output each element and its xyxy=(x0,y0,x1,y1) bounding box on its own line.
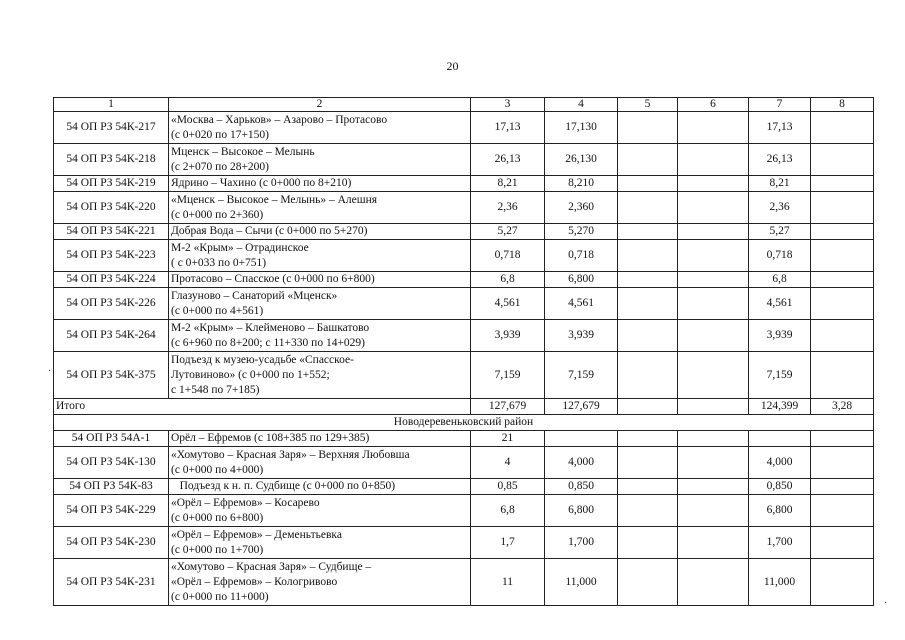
value-cell-c5 xyxy=(618,272,678,288)
total-value-c4: 127,679 xyxy=(545,399,618,415)
value-cell-c7: 0,850 xyxy=(749,479,811,495)
value-cell-c5 xyxy=(618,352,678,399)
value-cell-c4: 17,130 xyxy=(545,112,618,144)
value-cell-c3: 0,718 xyxy=(471,240,545,272)
road-code-cell: 54 ОП РЗ 54К-224 xyxy=(54,272,169,288)
value-cell-c4: 6,800 xyxy=(545,272,618,288)
road-register-table xyxy=(53,97,874,606)
table-row xyxy=(54,112,874,144)
road-code-cell: 54 ОП РЗ 54К-220 xyxy=(54,192,169,224)
table-row xyxy=(54,559,874,606)
value-cell-c8 xyxy=(811,272,874,288)
table-row xyxy=(54,176,874,192)
value-cell-c7: 1,700 xyxy=(749,527,811,559)
road-name-line: «Хомутово – Красная Заря» – Судбище – xyxy=(171,560,372,573)
road-code-cell: 54 ОП РЗ 54К-375 xyxy=(54,352,169,399)
table-row xyxy=(54,527,874,559)
road-name-cell xyxy=(169,527,471,559)
value-cell-c3: 3,939 xyxy=(471,320,545,352)
value-cell-c7: 6,8 xyxy=(749,272,811,288)
column-number-1: 1 xyxy=(54,98,169,112)
road-name-line: Ядрино – Чахино (с 0+000 по 8+210) xyxy=(171,177,352,189)
value-cell-c3: 0,85 xyxy=(471,479,545,495)
road-name-cell xyxy=(169,192,471,224)
road-name-line: «Москва – Харьков» – Азарово – Протасово xyxy=(171,113,388,126)
table-row xyxy=(54,192,874,224)
value-cell-c3: 21 xyxy=(471,431,545,447)
table-row xyxy=(54,288,874,320)
road-name-line: «Орёл – Ефремов» – Деменьтьевка xyxy=(171,528,342,541)
value-cell-c7: 0,718 xyxy=(749,240,811,272)
total-value-c8: 3,28 xyxy=(811,399,874,415)
value-cell-c8 xyxy=(811,112,874,144)
value-cell-c7: 26,13 xyxy=(749,144,811,176)
page-number: 20 xyxy=(446,59,459,73)
value-cell-c4: 7,159 xyxy=(545,352,618,399)
value-cell-c6 xyxy=(678,192,749,224)
road-code-cell: 54 ОП РЗ 54К-230 xyxy=(54,527,169,559)
value-cell-c6 xyxy=(678,144,749,176)
road-name-line: Подъезд к музею-усадьбе «Спасское- xyxy=(171,353,354,366)
value-cell-c5 xyxy=(618,240,678,272)
table-body xyxy=(54,98,874,606)
value-cell-c7: 11,000 xyxy=(749,559,811,606)
value-cell-c6 xyxy=(678,479,749,495)
value-cell-c4: 8,210 xyxy=(545,176,618,192)
value-cell-c7: 4,561 xyxy=(749,288,811,320)
road-code-cell: 54 ОП РЗ 54К-231 xyxy=(54,559,169,606)
value-cell-c7: 17,13 xyxy=(749,112,811,144)
value-cell-c5 xyxy=(618,431,678,447)
value-cell-c5 xyxy=(618,527,678,559)
road-name-line: Добрая Вода – Сычи (с 0+000 по 5+270) xyxy=(171,225,368,237)
road-name-line: Мценск – Высокое – Мелынь xyxy=(171,145,315,158)
value-cell-c8 xyxy=(811,176,874,192)
value-cell-c6 xyxy=(678,320,749,352)
table-row xyxy=(54,320,874,352)
value-cell-c4: 6,800 xyxy=(545,495,618,527)
road-name-line: Орёл – Ефремов (с 108+385 по 129+385) xyxy=(171,432,370,444)
table-row xyxy=(54,431,874,447)
road-name-line: (с 6+960 по 8+200; с 11+330 по 14+029) xyxy=(171,336,366,349)
road-name-line: ( с 0+033 по 0+751) xyxy=(171,256,267,269)
road-code-cell: 54 ОП РЗ 54К-218 xyxy=(54,144,169,176)
table-row xyxy=(54,240,874,272)
value-cell-c5 xyxy=(618,176,678,192)
road-name-cell xyxy=(169,495,471,527)
road-name-line: Протасово – Спасское (с 0+000 по 6+800) xyxy=(171,273,375,285)
value-cell-c4: 3,939 xyxy=(545,320,618,352)
value-cell-c4: 11,000 xyxy=(545,559,618,606)
value-cell-c5 xyxy=(618,288,678,320)
value-cell-c8 xyxy=(811,320,874,352)
value-cell-c3: 7,159 xyxy=(471,352,545,399)
value-cell-c4: 0,718 xyxy=(545,240,618,272)
value-cell-c4: 5,270 xyxy=(545,224,618,240)
value-cell-c8 xyxy=(811,447,874,479)
road-name-line: (с 2+070 по 28+200) xyxy=(171,160,270,173)
road-code-cell: 54 ОП РЗ 54К-264 xyxy=(54,320,169,352)
total-label: Итого xyxy=(54,399,471,415)
value-cell-c7: 2,36 xyxy=(749,192,811,224)
header-row xyxy=(54,98,874,112)
value-cell-c7: 6,800 xyxy=(749,495,811,527)
value-cell-c7: 4,000 xyxy=(749,447,811,479)
value-cell-c5 xyxy=(618,479,678,495)
road-name-line: «Мценск – Высокое – Мелынь» – Алешня xyxy=(171,193,378,206)
table-row xyxy=(54,352,874,399)
column-number-3: 3 xyxy=(471,98,545,112)
road-name-cell xyxy=(169,431,471,447)
road-name-cell xyxy=(169,240,471,272)
value-cell-c3: 11 xyxy=(471,559,545,606)
value-cell-c7: 8,21 xyxy=(749,176,811,192)
value-cell-c4: 4,561 xyxy=(545,288,618,320)
road-name-line: с 1+548 по 7+185) xyxy=(171,383,260,396)
road-code-cell: 54 ОП РЗ 54К-217 xyxy=(54,112,169,144)
value-cell-c8 xyxy=(811,479,874,495)
value-cell-c3: 4,561 xyxy=(471,288,545,320)
road-name-cell xyxy=(169,479,471,495)
value-cell-c6 xyxy=(678,240,749,272)
value-cell-c8 xyxy=(811,192,874,224)
table-row xyxy=(54,272,874,288)
value-cell-c8 xyxy=(811,352,874,399)
table-row xyxy=(54,479,874,495)
value-cell-c8 xyxy=(811,144,874,176)
road-name-cell xyxy=(169,447,471,479)
road-code-cell: 54 ОП РЗ 54К-219 xyxy=(54,176,169,192)
value-cell-c3: 5,27 xyxy=(471,224,545,240)
value-cell-c6 xyxy=(678,431,749,447)
total-row xyxy=(54,399,874,415)
total-value-c6 xyxy=(678,399,749,415)
road-name-line: М-2 «Крым» – Клейменово – Башкатово xyxy=(171,321,370,334)
value-cell-c8 xyxy=(811,431,874,447)
scan-speck: · xyxy=(884,598,888,609)
value-cell-c6 xyxy=(678,447,749,479)
road-name-line: «Хомутово – Красная Заря» – Верхняя Любовша xyxy=(171,448,410,461)
value-cell-c6 xyxy=(678,224,749,240)
road-name-line: Глазуново – Санаторий «Мценск» xyxy=(171,289,338,302)
value-cell-c3: 8,21 xyxy=(471,176,545,192)
value-cell-c8 xyxy=(811,559,874,606)
road-code-cell: 54 ОП РЗ 54К-226 xyxy=(54,288,169,320)
value-cell-c6 xyxy=(678,352,749,399)
value-cell-c3: 4 xyxy=(471,447,545,479)
table-row xyxy=(54,224,874,240)
road-code-cell: 54 ОП РЗ 54К-130 xyxy=(54,447,169,479)
value-cell-c8 xyxy=(811,224,874,240)
road-code-cell: 54 ОП РЗ 54К-229 xyxy=(54,495,169,527)
value-cell-c3: 6,8 xyxy=(471,495,545,527)
road-code-cell: 54 ОП РЗ 54К-83 xyxy=(54,479,169,495)
value-cell-c3: 6,8 xyxy=(471,272,545,288)
value-cell-c3: 2,36 xyxy=(471,192,545,224)
value-cell-c4 xyxy=(545,431,618,447)
value-cell-c7: 5,27 xyxy=(749,224,811,240)
value-cell-c5 xyxy=(618,559,678,606)
road-name-cell xyxy=(169,112,471,144)
value-cell-c6 xyxy=(678,527,749,559)
road-name-cell xyxy=(169,559,471,606)
value-cell-c6 xyxy=(678,288,749,320)
road-name-line: (с 0+000 по 2+360) xyxy=(171,208,264,221)
value-cell-c4: 26,130 xyxy=(545,144,618,176)
road-name-cell xyxy=(169,288,471,320)
column-number-7: 7 xyxy=(749,98,811,112)
table-row xyxy=(54,144,874,176)
table-row xyxy=(54,495,874,527)
road-name-cell xyxy=(169,224,471,240)
road-name-line: (с 0+020 по 17+150) xyxy=(171,128,270,141)
road-name-line: (с 0+000 по 1+700) xyxy=(171,543,264,556)
column-number-4: 4 xyxy=(545,98,618,112)
road-name-cell xyxy=(169,320,471,352)
value-cell-c5 xyxy=(618,112,678,144)
value-cell-c5 xyxy=(618,320,678,352)
value-cell-c3: 17,13 xyxy=(471,112,545,144)
road-name-cell xyxy=(169,176,471,192)
value-cell-c7: 7,159 xyxy=(749,352,811,399)
road-code-cell: 54 ОП РЗ 54А-1 xyxy=(54,431,169,447)
value-cell-c7: 3,939 xyxy=(749,320,811,352)
value-cell-c6 xyxy=(678,112,749,144)
road-code-cell: 54 ОП РЗ 54К-221 xyxy=(54,224,169,240)
total-value-c7: 124,399 xyxy=(749,399,811,415)
value-cell-c5 xyxy=(618,495,678,527)
value-cell-c6 xyxy=(678,176,749,192)
road-name-cell xyxy=(169,144,471,176)
column-number-2: 2 xyxy=(169,98,471,112)
column-number-5: 5 xyxy=(618,98,678,112)
road-name-cell xyxy=(169,352,471,399)
value-cell-c5 xyxy=(618,224,678,240)
section-row xyxy=(54,415,874,431)
value-cell-c6 xyxy=(678,559,749,606)
column-number-8: 8 xyxy=(811,98,874,112)
road-name-line: (с 0+000 по 4+000) xyxy=(171,463,264,476)
value-cell-c4: 2,360 xyxy=(545,192,618,224)
road-name-line: «Орёл – Ефремов» – Кологривово xyxy=(171,575,338,588)
value-cell-c8 xyxy=(811,240,874,272)
value-cell-c5 xyxy=(618,447,678,479)
value-cell-c5 xyxy=(618,144,678,176)
value-cell-c4: 1,700 xyxy=(545,527,618,559)
road-name-line: (с 0+000 по 6+800) xyxy=(171,511,264,524)
table-row xyxy=(54,447,874,479)
district-section-title: Новодеревеньковский район xyxy=(54,415,874,431)
value-cell-c4: 4,000 xyxy=(545,447,618,479)
value-cell-c8 xyxy=(811,288,874,320)
road-name-cell xyxy=(169,272,471,288)
road-name-line: М-2 «Крым» – Отрадинское xyxy=(171,241,309,254)
column-number-6: 6 xyxy=(678,98,749,112)
total-value-c3: 127,679 xyxy=(471,399,545,415)
value-cell-c3: 26,13 xyxy=(471,144,545,176)
value-cell-c8 xyxy=(811,495,874,527)
road-name-line: (с 0+000 по 11+000) xyxy=(171,590,269,603)
road-name-line: Лутовиново» (с 0+000 по 1+552; xyxy=(171,368,330,381)
road-name-line: «Орёл – Ефремов» – Косарево xyxy=(171,496,320,509)
value-cell-c6 xyxy=(678,495,749,527)
road-name-line: (с 0+000 по 4+561) xyxy=(171,304,264,317)
total-value-c5 xyxy=(618,399,678,415)
value-cell-c6 xyxy=(678,272,749,288)
value-cell-c5 xyxy=(618,192,678,224)
scan-speck: · xyxy=(48,366,52,377)
value-cell-c8 xyxy=(811,527,874,559)
value-cell-c3: 1,7 xyxy=(471,527,545,559)
value-cell-c7 xyxy=(749,431,811,447)
road-code-cell: 54 ОП РЗ 54К-223 xyxy=(54,240,169,272)
value-cell-c4: 0,850 xyxy=(545,479,618,495)
road-name-line: Подъезд к н. п. Судбище (с 0+000 по 0+850) xyxy=(171,480,396,492)
